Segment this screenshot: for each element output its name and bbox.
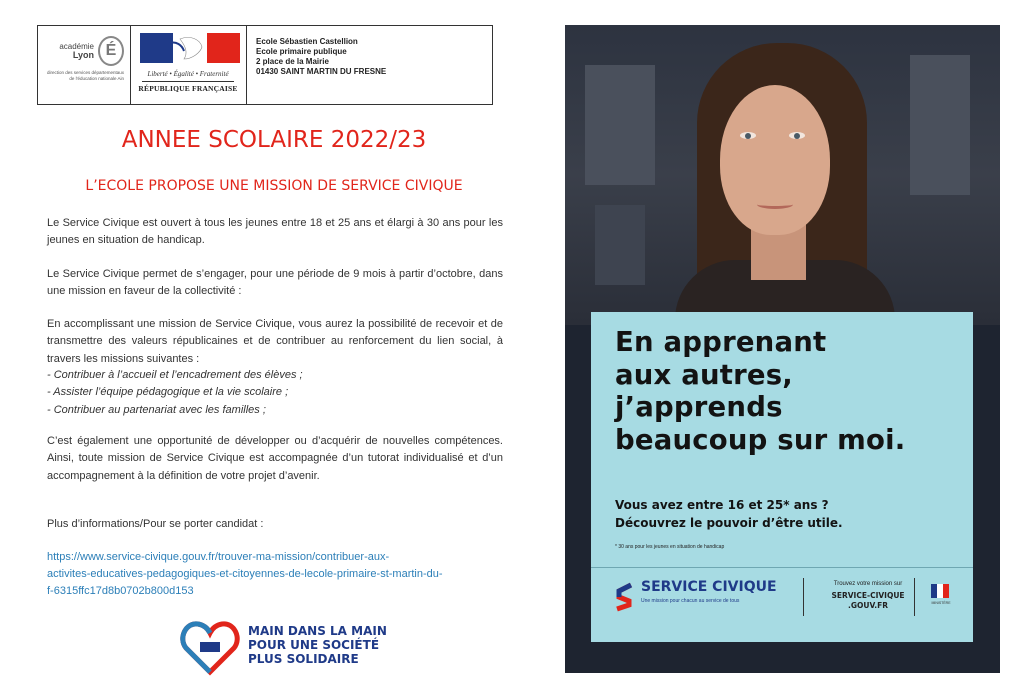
- person-eye: [789, 132, 805, 139]
- link-line[interactable]: activites-educatives-pedagogiques-et-citoyennes-de-lecole-primaire-st-martin-du-: [47, 568, 443, 580]
- url-line: SERVICE-CIVIQUE: [831, 591, 905, 600]
- school-address: [256, 37, 386, 77]
- address-line: 01430 SAINT MARTIN DU FRESNE: [256, 67, 387, 76]
- find-mission-url: [813, 591, 923, 611]
- url-line: .GOUV.FR: [847, 601, 889, 610]
- service-civique-brand: SERVICE CIVIQUE: [641, 579, 777, 595]
- address-line: 2 place de la Mairie: [256, 57, 329, 66]
- mission-link[interactable]: [47, 549, 507, 600]
- republic-divider: [142, 81, 234, 82]
- slogan-line: MAIN DANS LA MAIN: [248, 624, 387, 638]
- paragraph-duration: Le Service Civique permet de s’engager, pour une période de 9 mois à partir d’octobre, dans une mission en faveur de la collectivité :: [47, 268, 503, 298]
- list-item: - Contribuer à l’accueil et l’encadrement des élèves ;: [47, 369, 303, 381]
- poster-headline: [615, 326, 905, 456]
- paragraph-missions-intro: En accomplissant une mission de Service Civique, vous aurez la possibilité de recevoir et de transmettre des valeurs républicaines et de contribuer au renforcement du lien social, à travers les missions suivantes :: [47, 318, 503, 365]
- link-line[interactable]: https://www.service-civique.gouv.fr/trouver-ma-mission/contribuer-aux-: [47, 551, 390, 563]
- person-face: [720, 85, 830, 235]
- person-mouth: [757, 200, 793, 209]
- header-box: [37, 25, 493, 105]
- poster-footnote: * 30 ans pour les jeunes en situation de handicap: [615, 544, 725, 550]
- background-shelf: [585, 65, 655, 185]
- poster-question: [615, 496, 843, 532]
- ministry-label: MINISTÈRE: [931, 601, 951, 605]
- footer-divider: [803, 578, 804, 616]
- academy-e-icon: É: [98, 36, 124, 66]
- paragraph-opportunity: C’est également une opportunité de développer ou d’acquérir de nouvelles compétences. Ainsi, toute mission de Service Civique est accompagnée d’un tutorat individualisé et d’un accompagnement à la définition de votre projet d’avenir.: [47, 435, 503, 482]
- marianne-icon: [140, 33, 240, 63]
- headline-line: beaucoup sur moi.: [615, 423, 906, 456]
- academy-subtitle: direction des services départementaux de l'éducation nationale Ain: [46, 70, 124, 81]
- page-title: ANNEE SCOLAIRE 2022/23: [121, 127, 427, 153]
- republic-flag-icon: [931, 584, 949, 598]
- list-item: - Assister l’équipe pédagogique et la vie scolaire ;: [47, 386, 289, 399]
- slogan-line: POUR UNE SOCIÉTÉ: [248, 638, 380, 652]
- paragraph-more-info: Plus d’informations/Pour se porter candidat :: [47, 518, 264, 530]
- address-line: Ecole primaire publique: [256, 47, 347, 56]
- service-civique-s-icon: [613, 581, 635, 613]
- headline-line: aux autres,: [615, 358, 793, 391]
- background-shelf: [910, 55, 970, 195]
- republique-francaise-logo: [130, 26, 247, 104]
- service-civique-tagline: Une mission pour chacun au service de tous: [641, 598, 740, 604]
- service-civique-poster: [565, 25, 1000, 673]
- academy-title-line2: Lyon: [72, 50, 94, 60]
- footer-divider: [914, 578, 915, 616]
- question-line: Découvrez le pouvoir d’être utile.: [615, 516, 843, 530]
- paragraph-eligibility: Le Service Civique est ouvert à tous les jeunes entre 18 et 25 ans et élargi à 30 ans pour les jeunes en situation de handicap.: [47, 217, 503, 247]
- headline-line: En apprenant: [615, 326, 827, 358]
- list-item: - Contribuer au partenariat avec les familles ;: [47, 403, 266, 416]
- academy-title-line1: académie: [59, 42, 94, 51]
- republic-name: RÉPUBLIQUE FRANÇAISE: [138, 84, 238, 93]
- academy-logo: [38, 26, 131, 104]
- person-eye: [740, 132, 756, 139]
- republic-motto: Liberté • Égalité • Fraternité: [147, 70, 229, 78]
- card-divider: [591, 567, 973, 568]
- link-line[interactable]: f-6315ffc17d8b0702b800d153: [47, 585, 194, 597]
- service-civique-heart-icon: [180, 618, 240, 676]
- poster-card: [591, 312, 973, 642]
- background-shelf: [595, 205, 645, 285]
- slogan-line: PLUS SOLIDAIRE: [248, 652, 359, 666]
- headline-line: j’apprends: [615, 391, 783, 423]
- page-subtitle: L’ECOLE PROPOSE UNE MISSION DE SERVICE CIVIQUE: [85, 178, 463, 194]
- slogan: [248, 624, 387, 666]
- address-line: Ecole Sébastien Castellion: [256, 37, 358, 46]
- missions-list: [47, 367, 503, 419]
- find-mission-label: Trouvez votre mission sur: [833, 581, 903, 587]
- question-line: Vous avez entre 16 et 25* ans ?: [615, 498, 829, 512]
